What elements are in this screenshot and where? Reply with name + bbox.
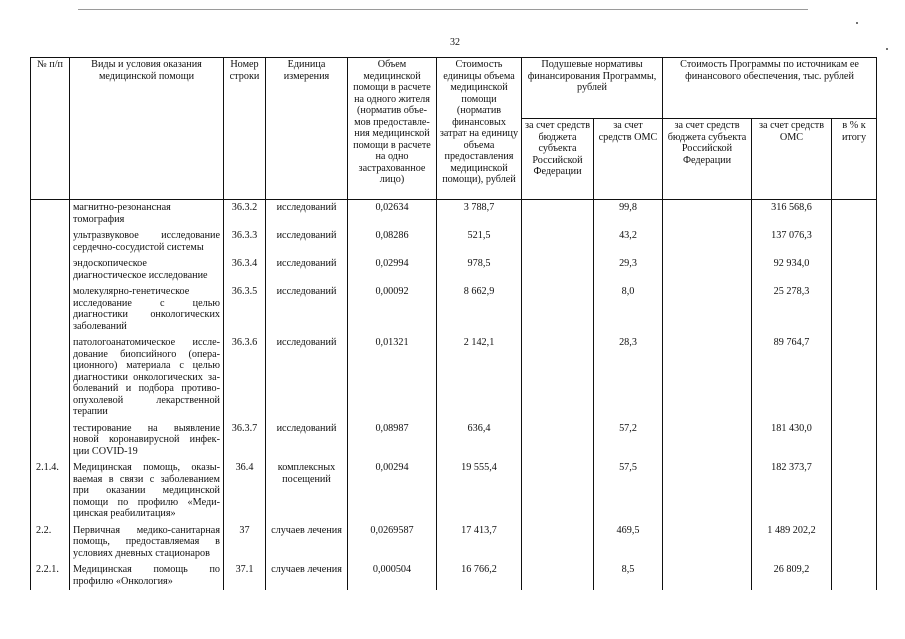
scan-speck bbox=[856, 22, 858, 24]
cell-norm-budget bbox=[522, 335, 594, 421]
cell-cost-budget bbox=[663, 562, 752, 590]
cell-cost-oms: 92 934,0 bbox=[752, 256, 832, 284]
cell-row-number: 2.1.4. bbox=[31, 460, 70, 523]
table-row bbox=[31, 284, 877, 335]
header-name: Виды и условия оказания медицинской помощи bbox=[70, 58, 224, 200]
cell-cost-oms: 181 430,0 bbox=[752, 421, 832, 461]
cell-volume-norm: 0,08987 bbox=[348, 421, 437, 461]
cell-unit-cost: 8 662,9 bbox=[437, 284, 522, 335]
cell-norm-oms: 99,8 bbox=[594, 200, 663, 229]
header-cost-group: Стоимость Программы по источникам ее финансового обеспечения, тыс. рублей bbox=[663, 58, 877, 119]
cell-measure-unit: исследований bbox=[266, 335, 348, 421]
header-unit: Единица измерения bbox=[266, 58, 348, 200]
table-row bbox=[31, 228, 877, 256]
cell-row-number bbox=[31, 228, 70, 256]
cell-percent-of-total bbox=[832, 200, 877, 229]
cell-norm-budget bbox=[522, 421, 594, 461]
cell-cost-budget bbox=[663, 523, 752, 563]
cell-norm-budget bbox=[522, 200, 594, 229]
cell-measure-unit: исследований bbox=[266, 200, 348, 229]
cell-measure-unit: исследований bbox=[266, 284, 348, 335]
table-row bbox=[31, 200, 877, 229]
cell-unit-cost: 978,5 bbox=[437, 256, 522, 284]
cell-row-number bbox=[31, 200, 70, 229]
table-row bbox=[31, 335, 877, 421]
cell-unit-cost: 19 555,4 bbox=[437, 460, 522, 523]
cell-cost-budget bbox=[663, 421, 752, 461]
cell-cost-oms: 316 568,6 bbox=[752, 200, 832, 229]
cell-cost-oms: 182 373,7 bbox=[752, 460, 832, 523]
cell-norm-oms: 43,2 bbox=[594, 228, 663, 256]
cell-percent-of-total bbox=[832, 460, 877, 523]
cell-norm-budget bbox=[522, 256, 594, 284]
cell-service-name: эндоскопическое диагностическое исследование bbox=[70, 256, 224, 284]
cell-service-name: Первичная медико-санитарная помощь, предоставляемая в условиях дневных стационаров bbox=[70, 523, 224, 563]
cell-line-number: 36.4 bbox=[224, 460, 266, 523]
cell-row-number bbox=[31, 335, 70, 421]
cell-cost-oms: 26 809,2 bbox=[752, 562, 832, 590]
cell-service-name: магнитно-резонансная томография bbox=[70, 200, 224, 229]
cell-norm-oms: 8,5 bbox=[594, 562, 663, 590]
cell-cost-budget bbox=[663, 228, 752, 256]
cell-cost-oms: 25 278,3 bbox=[752, 284, 832, 335]
cell-norm-budget bbox=[522, 460, 594, 523]
cell-unit-cost: 16 766,2 bbox=[437, 562, 522, 590]
cell-measure-unit: исследований bbox=[266, 421, 348, 461]
cell-norm-budget bbox=[522, 562, 594, 590]
cell-volume-norm: 0,00294 bbox=[348, 460, 437, 523]
cell-measure-unit: исследований bbox=[266, 256, 348, 284]
program-cost-table bbox=[30, 57, 877, 590]
header-cost-oms: за счет средств ОМС bbox=[752, 119, 832, 200]
cell-cost-budget bbox=[663, 200, 752, 229]
cell-volume-norm: 0,02634 bbox=[348, 200, 437, 229]
cell-service-name: Медицинская помощь, оказы-ваемая в связи с заболеванием при оказании медицинской помощи по профилю «Меди-цинская реабилитация» bbox=[70, 460, 224, 523]
cell-norm-budget bbox=[522, 523, 594, 563]
cell-unit-cost: 3 788,7 bbox=[437, 200, 522, 229]
table-body bbox=[31, 200, 877, 591]
cell-norm-budget bbox=[522, 228, 594, 256]
cell-line-number: 36.3.2 bbox=[224, 200, 266, 229]
cell-cost-budget bbox=[663, 284, 752, 335]
cell-volume-norm: 0,000504 bbox=[348, 562, 437, 590]
cell-cost-budget bbox=[663, 256, 752, 284]
cell-measure-unit: исследований bbox=[266, 228, 348, 256]
cell-norm-oms: 57,2 bbox=[594, 421, 663, 461]
cell-line-number: 36.3.5 bbox=[224, 284, 266, 335]
header-norm-budget: за счет средств бюджета субъекта Российской Федерации bbox=[522, 119, 594, 200]
header-norms-group: Подушевые нормативы финансирования Программы, рублей bbox=[522, 58, 663, 119]
header-cost: Стоимость единицы объема медицинской помощи (норматив финансовых затрат на единицу объема предоставления медицинской помощи), рублей bbox=[437, 58, 522, 200]
cell-cost-oms: 1 489 202,2 bbox=[752, 523, 832, 563]
cell-line-number: 36.3.3 bbox=[224, 228, 266, 256]
cell-service-name: тестирование на выявление новой коронавирусной инфек-ции COVID-19 bbox=[70, 421, 224, 461]
cell-norm-oms: 28,3 bbox=[594, 335, 663, 421]
cell-percent-of-total bbox=[832, 421, 877, 461]
cell-cost-budget bbox=[663, 460, 752, 523]
cell-row-number bbox=[31, 256, 70, 284]
cell-volume-norm: 0,0269587 bbox=[348, 523, 437, 563]
cell-volume-norm: 0,02994 bbox=[348, 256, 437, 284]
header-num: № п/п bbox=[31, 58, 70, 200]
cell-cost-budget bbox=[663, 335, 752, 421]
header-volume: Объем медицинской помощи в расчете на одного жителя (норматив объе-мов предоставле-ния медицинской помощи в расчете на одно застрахованное лицо) bbox=[348, 58, 437, 200]
cell-unit-cost: 521,5 bbox=[437, 228, 522, 256]
cell-row-number bbox=[31, 421, 70, 461]
top-rule bbox=[78, 9, 808, 10]
cell-unit-cost: 636,4 bbox=[437, 421, 522, 461]
cell-row-number: 2.2.1. bbox=[31, 562, 70, 590]
cell-volume-norm: 0,00092 bbox=[348, 284, 437, 335]
table-row bbox=[31, 421, 877, 461]
page-number: 32 bbox=[450, 37, 460, 48]
table-row bbox=[31, 523, 877, 563]
cell-cost-oms: 137 076,3 bbox=[752, 228, 832, 256]
cell-cost-oms: 89 764,7 bbox=[752, 335, 832, 421]
cell-row-number: 2.2. bbox=[31, 523, 70, 563]
table-row bbox=[31, 256, 877, 284]
table-row bbox=[31, 562, 877, 590]
cell-volume-norm: 0,08286 bbox=[348, 228, 437, 256]
cell-measure-unit: случаев лечения bbox=[266, 562, 348, 590]
cell-percent-of-total bbox=[832, 228, 877, 256]
cell-percent-of-total bbox=[832, 562, 877, 590]
header-pct: в % к итогу bbox=[832, 119, 877, 200]
header-line: Номер строки bbox=[224, 58, 266, 200]
cell-line-number: 36.3.6 bbox=[224, 335, 266, 421]
cell-unit-cost: 17 413,7 bbox=[437, 523, 522, 563]
cell-percent-of-total bbox=[832, 256, 877, 284]
cell-line-number: 37 bbox=[224, 523, 266, 563]
cell-norm-budget bbox=[522, 284, 594, 335]
cell-norm-oms: 8,0 bbox=[594, 284, 663, 335]
cell-line-number: 36.3.7 bbox=[224, 421, 266, 461]
cell-line-number: 36.3.4 bbox=[224, 256, 266, 284]
cell-norm-oms: 469,5 bbox=[594, 523, 663, 563]
cell-measure-unit: случаев лечения bbox=[266, 523, 348, 563]
header-norm-oms: за счет средств ОМС bbox=[594, 119, 663, 200]
table-row bbox=[31, 460, 877, 523]
cell-norm-oms: 57,5 bbox=[594, 460, 663, 523]
cell-service-name: молекулярно-генетическое исследование с целью диагностики онкологических заболеваний bbox=[70, 284, 224, 335]
cell-percent-of-total bbox=[832, 284, 877, 335]
cell-line-number: 37.1 bbox=[224, 562, 266, 590]
cell-percent-of-total bbox=[832, 523, 877, 563]
cell-norm-oms: 29,3 bbox=[594, 256, 663, 284]
scan-speck bbox=[886, 48, 888, 50]
cell-unit-cost: 2 142,1 bbox=[437, 335, 522, 421]
cell-measure-unit: комплексных посещений bbox=[266, 460, 348, 523]
cell-volume-norm: 0,01321 bbox=[348, 335, 437, 421]
header-cost-budget: за счет средств бюджета субъекта Российской Федерации bbox=[663, 119, 752, 200]
cell-row-number bbox=[31, 284, 70, 335]
cell-service-name: ультразвуковое исследование сердечно-сосудистой системы bbox=[70, 228, 224, 256]
cell-service-name: Медицинская помощь по профилю «Онкология» bbox=[70, 562, 224, 590]
cell-service-name: патологоанатомическое иссле-дование биопсийного (опера-ционного) материала с целью диагностики онкологических за-болеваний и подбора противо-опухолевой лекарственной терапии bbox=[70, 335, 224, 421]
cell-percent-of-total bbox=[832, 335, 877, 421]
